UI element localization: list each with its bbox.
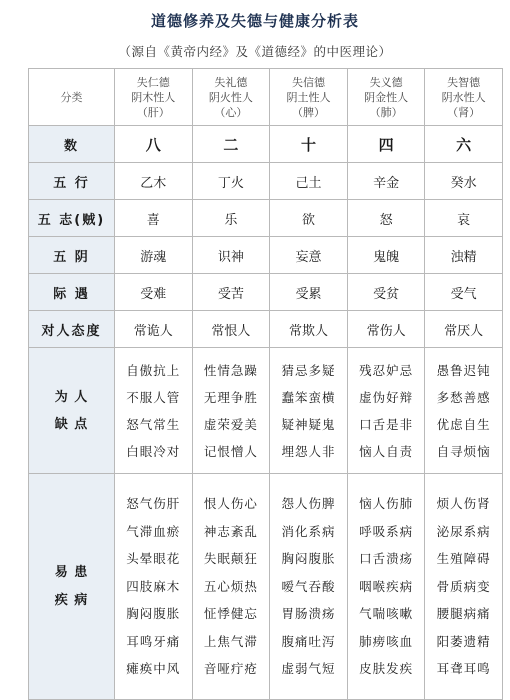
column-header-type: 阴水性人: [441, 90, 486, 104]
list-item: 口舌是非: [359, 416, 414, 432]
table-cell: 二: [192, 126, 270, 163]
table-cell: 辛金: [347, 163, 425, 200]
table-cell: 丁火: [192, 163, 270, 200]
list-item: 气喘咳嗽: [359, 606, 414, 622]
table-cell: 十: [270, 126, 348, 163]
list-item: 神志紊乱: [203, 523, 258, 539]
column-header-heart: [192, 69, 270, 126]
list-item: 优虑自生: [436, 416, 491, 432]
column-header-organ: （肺）: [369, 105, 403, 119]
table-cell: 八: [115, 126, 193, 163]
list-item: 性情急躁: [203, 362, 258, 378]
list-item: 愚鲁迟钝: [436, 362, 491, 378]
list-item: 疑神疑鬼: [281, 416, 336, 432]
header-row: [29, 69, 503, 126]
list-item: 口舌溃疡: [359, 551, 414, 567]
list-item: 虚弱气短: [281, 661, 336, 677]
table-cell: 鬼魄: [347, 237, 425, 274]
category-header: 分类: [29, 69, 115, 126]
row-label-line: 疾 病: [54, 592, 89, 608]
column-header-virtue: 失智德: [447, 75, 481, 89]
page-title: 道德修养及失德与健康分析表: [150, 12, 359, 30]
column-header-virtue: 失仁德: [136, 75, 170, 89]
row-label: 对人态度: [29, 311, 115, 348]
table-cell: [192, 348, 270, 474]
table-cell: 识神: [192, 237, 270, 274]
column-header-virtue: 失礼德: [214, 75, 248, 89]
table-cell: 浊精: [425, 237, 503, 274]
list-item: 记恨憎人: [203, 443, 258, 459]
list-item: 肺痨咳血: [359, 633, 414, 649]
list-item: 白眼冷对: [126, 443, 181, 459]
row-fortune: [29, 274, 503, 311]
list-item: 耳聋耳鸣: [436, 661, 491, 677]
list-item: 自寻烦恼: [436, 443, 491, 459]
row-diseases: [29, 474, 503, 700]
list-item: 残忍妒忌: [359, 362, 414, 378]
list-item: 音哑疔疮: [203, 661, 258, 677]
list-item: 气滞血瘀: [126, 523, 181, 539]
table-cell: 癸水: [425, 163, 503, 200]
list-item: 泌尿系病: [436, 523, 491, 539]
table-cell: [270, 348, 348, 474]
column-header-lung: [347, 69, 425, 126]
list-item: 虚荣爱美: [203, 416, 258, 432]
list-item: 无理争胜: [203, 389, 258, 405]
list-item: 恼人自责: [359, 443, 414, 459]
list-item: 腹痛吐泻: [281, 633, 336, 649]
list-item: 消化系病: [281, 523, 336, 539]
table-cell: 乐: [192, 200, 270, 237]
list-item: 恼人伤肺: [359, 496, 414, 512]
list-item: 不服人管: [126, 389, 181, 405]
list-item: 怔悸健忘: [203, 606, 258, 622]
table-cell: 受累: [270, 274, 348, 311]
row-label: [29, 474, 115, 700]
list-item: 恨人伤心: [203, 496, 258, 512]
table-cell: 欲: [270, 200, 348, 237]
table-cell: [270, 474, 348, 700]
table-cell: [347, 474, 425, 700]
page-subtitle: （源自《黄帝内经》及《道德经》的中医理论）: [118, 44, 392, 59]
list-item: 皮肤发疾: [359, 661, 414, 677]
list-item: 猜忌多疑: [281, 362, 336, 378]
table-cell: 常恨人: [192, 311, 270, 348]
list-item: 埋怨人非: [281, 443, 336, 459]
row-attitude: [29, 311, 503, 348]
list-item: 失眠颠狂: [203, 551, 258, 567]
table-cell: [425, 474, 503, 700]
row-five-yin: [29, 237, 503, 274]
table-cell: 喜: [115, 200, 193, 237]
list-item: 蠢笨蛮横: [281, 389, 336, 405]
table-cell: 四: [347, 126, 425, 163]
row-five-elements: [29, 163, 503, 200]
list-item: 腰腿病痛: [436, 606, 491, 622]
table-cell: 六: [425, 126, 503, 163]
table-cell: 受贫: [347, 274, 425, 311]
row-label: 五 阴: [29, 237, 115, 274]
table-cell: [347, 348, 425, 474]
table-cell: 受苦: [192, 274, 270, 311]
list-item: 耳鸣牙痛: [126, 633, 181, 649]
list-item: 胸闷腹胀: [281, 551, 336, 567]
column-header-type: 阴土性人: [286, 90, 331, 104]
list-item: 头晕眼花: [126, 551, 181, 567]
table-cell: 哀: [425, 200, 503, 237]
column-header-liver: [115, 69, 193, 126]
table-cell: 受难: [115, 274, 193, 311]
table-cell: 常厌人: [425, 311, 503, 348]
list-item: 怒气常生: [126, 416, 181, 432]
row-label-line: 缺 点: [54, 416, 89, 432]
list-item: 胸闷腹胀: [126, 606, 181, 622]
table-cell: 乙木: [115, 163, 193, 200]
row-number: [29, 126, 503, 163]
list-item: 四肢麻木: [126, 578, 181, 594]
row-label-line: 为 人: [54, 389, 89, 405]
table-cell: 怒: [347, 200, 425, 237]
column-header-type: 阴木性人: [131, 90, 176, 104]
row-label: 际 遇: [29, 274, 115, 311]
list-item: 多愁善感: [436, 389, 491, 405]
column-header-organ: （肝）: [136, 105, 170, 119]
list-item: 骨质病变: [436, 578, 491, 594]
list-item: 瘫痪中风: [126, 661, 181, 677]
list-item: 阳萎遗精: [436, 633, 491, 649]
list-item: 虚伪好辩: [359, 389, 414, 405]
table-cell: [115, 348, 193, 474]
column-header-organ: （心）: [214, 105, 248, 119]
row-label: 五 行: [29, 163, 115, 200]
list-item: 胃肠溃疡: [281, 606, 336, 622]
row-label: 五 志(贼): [29, 200, 115, 237]
column-header-kidney: [425, 69, 503, 126]
row-label-line: 易 患: [54, 565, 89, 580]
list-item: 怒气伤肝: [126, 496, 181, 512]
column-header-type: 阴火性人: [208, 90, 253, 104]
row-label: 数: [29, 126, 115, 163]
list-item: 自傲抗上: [126, 362, 181, 378]
column-header-organ: （脾）: [291, 105, 325, 119]
column-header-organ: （肾）: [447, 105, 481, 119]
table-cell: [192, 474, 270, 700]
analysis-table: [28, 68, 503, 700]
table-cell: 常欺人: [270, 311, 348, 348]
list-item: 五心烦热: [203, 578, 258, 594]
column-header-virtue: 失义德: [369, 75, 403, 89]
list-item: 咽喉疾病: [359, 578, 414, 594]
column-header-virtue: 失信德: [291, 75, 325, 89]
list-item: 上焦气滞: [203, 633, 258, 649]
row-flaws: [29, 348, 503, 474]
list-item: 生殖障碍: [436, 551, 491, 567]
row-five-emotions: [29, 200, 503, 237]
table-cell: 受气: [425, 274, 503, 311]
column-header-type: 阴金性人: [364, 90, 409, 104]
list-item: 怨人伤脾: [281, 496, 336, 512]
table-cell: [425, 348, 503, 474]
table-cell: 妄意: [270, 237, 348, 274]
list-item: 呼吸系病: [359, 523, 414, 539]
list-item: 嗳气吞酸: [281, 578, 336, 594]
table-cell: 常伤人: [347, 311, 425, 348]
row-label: [29, 348, 115, 474]
table-cell: 游魂: [115, 237, 193, 274]
table-cell: 己土: [270, 163, 348, 200]
table-cell: [115, 474, 193, 700]
table-cell: 常诡人: [115, 311, 193, 348]
list-item: 烦人伤肾: [436, 496, 491, 512]
column-header-spleen: [270, 69, 348, 126]
